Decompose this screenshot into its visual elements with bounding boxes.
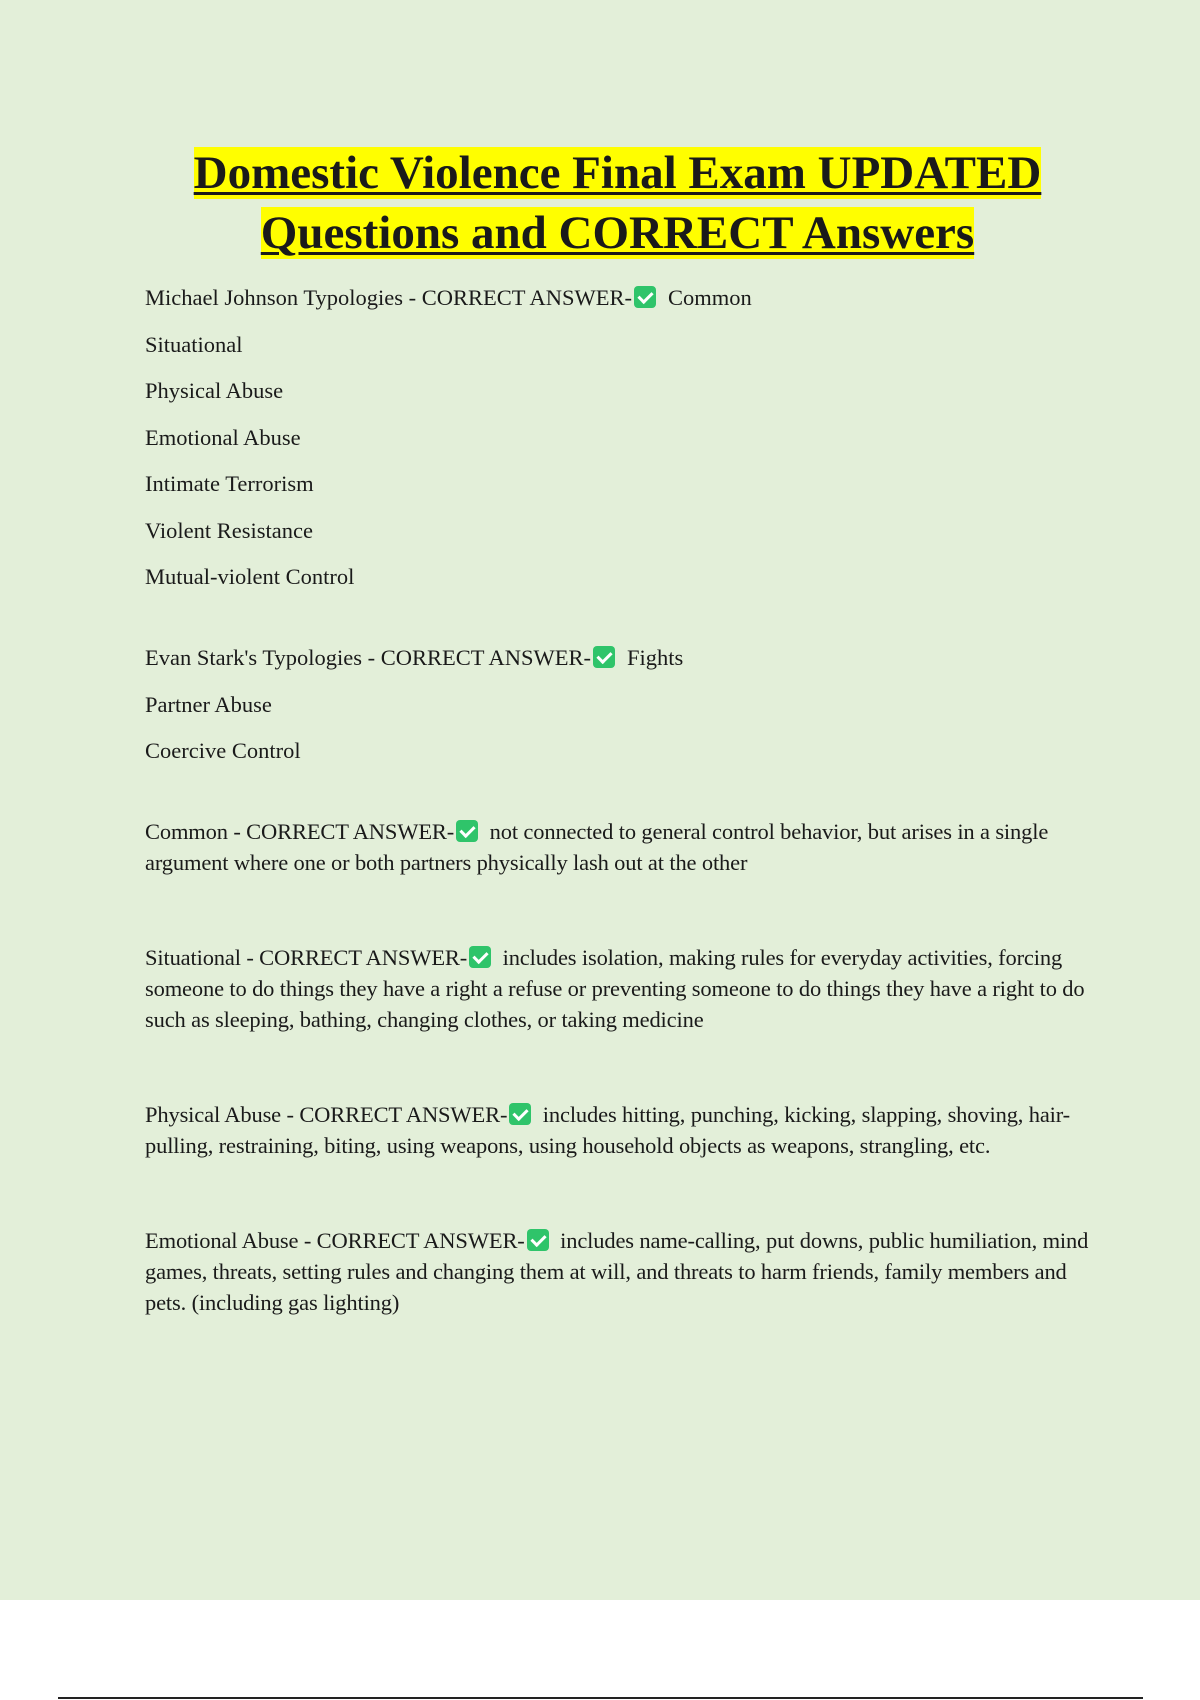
list-item: Coercive Control [145, 738, 301, 763]
check-icon [509, 1103, 531, 1125]
qa-term: Emotional Abuse - CORRECT ANSWER- [145, 1228, 525, 1253]
qa-definition [145, 816, 1090, 878]
qa-answer: includes hitting, punching, kicking, slapping, shoving, hair-pulling, restraining, biting, using weapons, using household objects as weapons, strangling, etc. [145, 1102, 1071, 1158]
qa-answer: Common [667, 285, 752, 310]
qa-question [145, 282, 1090, 313]
qa-definition [145, 1099, 1090, 1161]
qa-block-stark [145, 642, 1090, 766]
qa-answer: not connected to general control behavior, but arises in a single argument where one or both partners physically lash out at the other [145, 819, 1049, 875]
check-icon [593, 646, 615, 668]
list-item: Partner Abuse [145, 691, 272, 717]
qa-content [145, 282, 1090, 1382]
qa-answer: includes isolation, making rules for everyday activities, forcing someone to do things they have a right a refuse or preventing someone to do things they have a right to do such as sleeping, bathing, changing clothes, or taking medicine [145, 945, 1085, 1032]
title-line-2: Questions and CORRECT Answers [260, 207, 975, 259]
qa-block-johnson [145, 282, 1090, 592]
qa-term: Evan Stark's Typologies - CORRECT ANSWER- [145, 645, 592, 670]
list-item: Situational [145, 331, 243, 357]
title-line-1: Domestic Violence Final Exam UPDATED [193, 147, 1042, 199]
qa-term: Situational - CORRECT ANSWER- [145, 945, 468, 970]
qa-answer: Fights [627, 645, 684, 670]
check-icon [634, 286, 656, 308]
check-icon [456, 820, 478, 842]
qa-answer: includes name-calling, put downs, public humiliation, mind games, threats, setting rules and changing them at will, and threats to harm friends, family members and pets. (including gas lighting) [145, 1228, 1089, 1315]
page-title [60, 143, 1175, 263]
list-item: Physical Abuse [145, 378, 284, 403]
qa-term: Michael Johnson Typologies - CORRECT ANSWER- [145, 285, 632, 310]
qa-definition [145, 1225, 1090, 1318]
list-item: Violent Resistance [145, 517, 313, 543]
list-item: Emotional Abuse [145, 424, 301, 450]
qa-question [145, 642, 1090, 673]
check-icon [469, 946, 491, 968]
footer-divider [58, 1697, 1143, 1699]
qa-definition [145, 942, 1090, 1035]
list-item: Mutual-violent Control [145, 564, 355, 589]
qa-term: Physical Abuse - CORRECT ANSWER- [145, 1102, 508, 1127]
check-icon [527, 1229, 549, 1251]
list-item: Intimate Terrorism [145, 471, 314, 496]
qa-term: Common - CORRECT ANSWER- [145, 819, 455, 844]
